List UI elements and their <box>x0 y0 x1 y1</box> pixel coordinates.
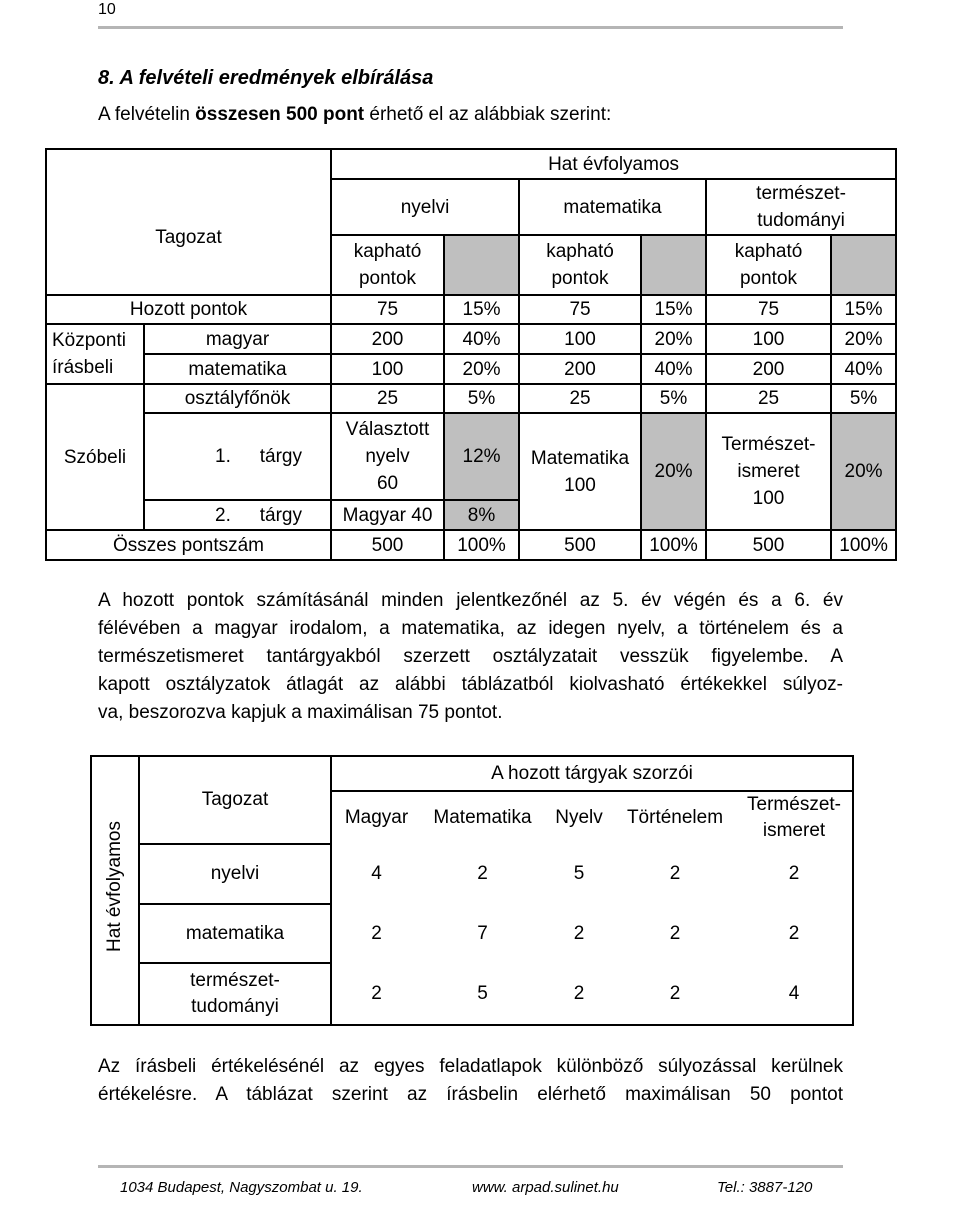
intro-text-start: A felvételin <box>98 104 196 125</box>
magyar-matematika-weight: 20% <box>641 324 706 354</box>
magyar-label: magyar <box>144 324 331 354</box>
osszes-termeszet-weight: 100% <box>831 530 896 560</box>
matematika-nyelvi-weight: 20% <box>444 354 519 384</box>
multiplier-cell: 2 <box>371 982 382 1004</box>
osszes-nyelvi-points: 500 <box>331 530 444 560</box>
paragraph-line: természetismeret tantárgyakból szerzett osztályzatait vesszük figyelembe. A <box>98 646 843 667</box>
magyar-termeszet-points: 100 <box>706 324 831 354</box>
multiplier-cell: 2 <box>477 863 488 884</box>
track-header-matematika: matematika <box>519 179 706 235</box>
osszes-label: Összes pontszám <box>46 530 331 560</box>
osztalyfonok-matematika-points: 25 <box>519 384 641 413</box>
tagozat-nyelvi: nyelvi <box>139 844 331 904</box>
targy1-nyelvi-weight: 12% <box>444 413 519 500</box>
targy-matematika-weight: 20% <box>641 413 706 530</box>
side-label-cell <box>91 756 139 1025</box>
osszes-nyelvi-weight: 100% <box>444 530 519 560</box>
intro-text-end: érhető el az alábbiak szerint: <box>364 104 612 125</box>
paragraph-line: értékelésre. A táblázat szerint az írásbelin elérhető maximálisan 50 pontot <box>98 1084 843 1105</box>
table-row <box>91 963 853 1025</box>
hozott-label: Hozott pontok <box>46 295 331 324</box>
multiplier-cell: 5 <box>573 863 585 884</box>
hozott-nyelvi-points: 75 <box>331 295 444 324</box>
targy-termeszet-points: Természet- ismeret 100 <box>706 413 831 530</box>
section-heading: 8. A felvételi eredmények elbírálása <box>98 67 434 89</box>
header-rule <box>98 26 843 29</box>
multiplier-cell: 2 <box>788 922 800 944</box>
magyar-termeszet-weight: 20% <box>831 324 896 354</box>
table-row <box>91 904 853 963</box>
side-label: Hat évfolyamos <box>104 821 125 952</box>
magyar-nyelvi-weight: 40% <box>444 324 519 354</box>
osszes-termeszet-points: 500 <box>706 530 831 560</box>
hozott-termeszet-points: 75 <box>706 295 831 324</box>
row-osztalyfonok <box>46 384 896 413</box>
multiplier-cell: 2 <box>788 863 800 884</box>
header-row-program <box>46 149 896 179</box>
paragraph-line: A hozott pontok számításánál minden jelentkezőnél az 5. év végén és a 6. év <box>98 590 843 611</box>
points-header-termeszettudomanyi: kapható pontok <box>706 235 831 295</box>
subject-header-magyar: Magyar <box>344 807 409 828</box>
osztalyfonok-nyelvi-points: 25 <box>331 384 444 413</box>
osztalyfonok-termeszet-points: 25 <box>706 384 831 413</box>
multiplier-cell: 5 <box>477 982 488 1004</box>
row-osszes-pontszam <box>46 530 896 560</box>
paragraph-line: Az írásbeli értékelésénél az egyes feladatlapok különböző súlyozással kerülnek <box>98 1056 843 1077</box>
matematika-termeszet-points: 200 <box>706 354 831 384</box>
hozott-pontok-paragraph <box>98 587 843 727</box>
footer-website: www. arpad.sulinet.hu <box>472 1179 619 1196</box>
targy2-nyelvi-weight: 8% <box>444 500 519 530</box>
tagozat-termeszettudomanyi: természet- tudományi <box>139 963 331 1025</box>
multiplier-caption-row <box>91 756 853 791</box>
osztalyfonok-matematika-weight: 5% <box>641 384 706 413</box>
intro-line <box>98 103 611 127</box>
track-header-nyelvi: nyelvi <box>331 179 519 235</box>
targy1-label-cell <box>144 413 331 500</box>
subject-header-nyelv: Nyelv <box>555 807 603 828</box>
irasbeli-paragraph <box>98 1053 843 1109</box>
targy-termeszet-weight: 20% <box>831 413 896 530</box>
row-kozponti-matematika <box>46 354 896 384</box>
weight-header-matematika <box>641 235 706 295</box>
matematika-matematika-weight: 40% <box>641 354 706 384</box>
tagozat-header: Tagozat <box>139 756 331 844</box>
osszes-matematika-weight: 100% <box>641 530 706 560</box>
paragraph-line: va, beszorozva kapjuk a maximálisan 75 pontot. <box>98 702 503 723</box>
targy-matematika-points: Matematika 100 <box>519 413 641 530</box>
program-header: Hat évfolyamos <box>331 149 896 179</box>
paragraph-line: kapott osztályzatok átlagát az alábbi táblázatból kiolvasható értékekkel súlyoz- <box>98 674 843 695</box>
table-row <box>91 844 853 904</box>
subject-multiplier-table <box>90 755 854 1026</box>
paragraph-line: félévében a magyar irodalom, a matematika, az idegen nyelv, a történelem és a <box>98 618 843 639</box>
multiplier-cell: 4 <box>788 982 800 1004</box>
osztalyfonok-label: osztályfőnök <box>144 384 331 413</box>
tagozat-header: Tagozat <box>46 149 331 295</box>
multiplier-cell: 4 <box>371 863 382 884</box>
multiplier-cell: 2 <box>371 922 382 944</box>
matematika-termeszet-weight: 40% <box>831 354 896 384</box>
footer-address: 1034 Budapest, Nagyszombat u. 19. <box>120 1179 363 1196</box>
szobeli-label: Szóbeli <box>46 384 144 530</box>
weight-header-termeszettudomanyi <box>831 235 896 295</box>
hozott-matematika-points: 75 <box>519 295 641 324</box>
targy1-nyelvi-points: Választott nyelv 60 <box>331 413 444 500</box>
multiplier-cell: 2 <box>573 982 585 1004</box>
multiplier-cell: 2 <box>669 863 681 884</box>
matematika-nyelvi-points: 100 <box>331 354 444 384</box>
kozponti-irasbeli-label: Központi írásbeli <box>46 324 144 384</box>
subject-header-matematika: Matematika <box>433 807 532 828</box>
magyar-matematika-points: 100 <box>519 324 641 354</box>
row-hozott-pontok <box>46 295 896 324</box>
multiplier-cell: 7 <box>477 922 488 944</box>
weight-header-nyelvi <box>444 235 519 295</box>
footer-phone: Tel.: 3887-120 <box>717 1179 813 1196</box>
hozott-nyelvi-weight: 15% <box>444 295 519 324</box>
targy1-label: 1. tárgy <box>215 446 302 467</box>
page-number: 10 <box>98 1 116 18</box>
tagozat-matematika: matematika <box>139 904 331 963</box>
points-header-matematika: kapható pontok <box>519 235 641 295</box>
track-header-termeszettudomanyi: természet- tudományi <box>706 179 896 235</box>
osztalyfonok-nyelvi-weight: 5% <box>444 384 519 413</box>
footer-rule <box>98 1165 843 1168</box>
matematika-label: matematika <box>144 354 331 384</box>
targy2-label-cell <box>144 500 331 530</box>
matematika-matematika-points: 200 <box>519 354 641 384</box>
multiplier-cell: 2 <box>669 922 681 944</box>
osszes-matematika-points: 500 <box>519 530 641 560</box>
hozott-termeszet-weight: 15% <box>831 295 896 324</box>
admission-points-table <box>45 148 897 561</box>
magyar-nyelvi-points: 200 <box>331 324 444 354</box>
intro-text-bold: összesen 500 pont <box>195 104 365 125</box>
hozott-matematika-weight: 15% <box>641 295 706 324</box>
multiplier-cell: 2 <box>573 922 585 944</box>
osztalyfonok-termeszet-weight: 5% <box>831 384 896 413</box>
targy2-label: 2. tárgy <box>215 504 302 526</box>
multiplier-caption: A hozott tárgyak szorzói <box>331 756 853 791</box>
subject-header-tortenelem: Történelem <box>626 807 724 828</box>
row-kozponti-magyar <box>46 324 896 354</box>
targy2-nyelvi-points: Magyar 40 <box>331 500 444 530</box>
points-header-nyelvi: kapható pontok <box>331 235 444 295</box>
row-targy-1 <box>46 413 896 500</box>
multiplier-cell: 2 <box>669 982 681 1004</box>
subject-header-termeszetismeret: Természet- ismeret <box>747 794 841 841</box>
